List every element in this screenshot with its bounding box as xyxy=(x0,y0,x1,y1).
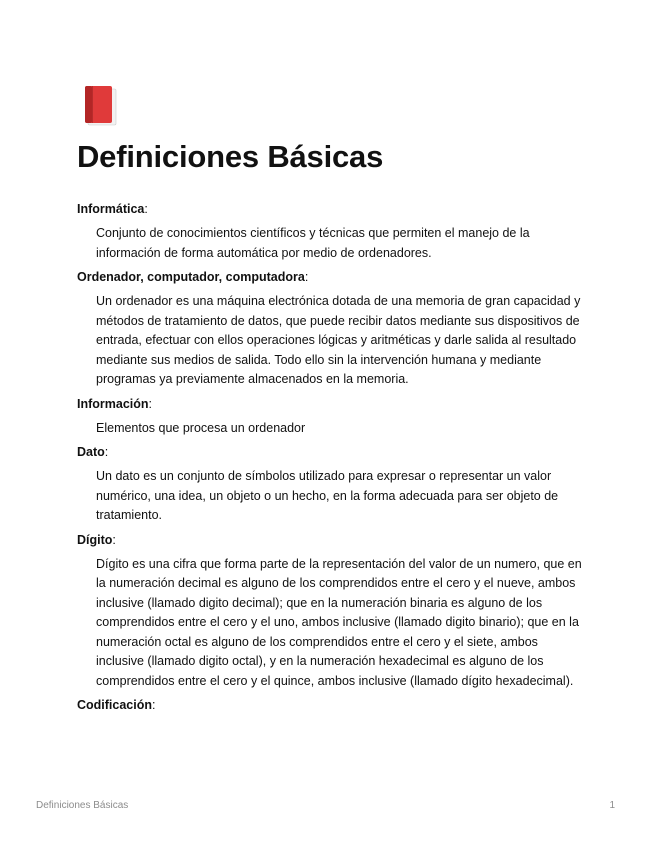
term-separator: : xyxy=(112,532,116,547)
book-icon xyxy=(84,86,118,126)
term-label: Dígito xyxy=(77,532,113,547)
term-separator: : xyxy=(144,202,148,216)
definition-term xyxy=(77,443,587,462)
definition-term xyxy=(77,696,587,715)
definition-text: Un dato es un conjunto de símbolos utilizado para expresar o representar un valor numérico, una idea, un objeto o un hecho, en la forma adecuada para ser objeto de tratamiento. xyxy=(96,469,559,522)
page-title: Definiciones Básicas xyxy=(77,139,384,174)
term-label: Información xyxy=(77,396,149,411)
definition-text: Un ordenador es una máquina electrónica dotada de una memoria de gran capacidad y métodos de tratamiento de datos, que puede recibir datos mediante sus dispositivos de entrada, efectuar con ellos operaciones lógicas y aritméticas y darle salida al resultado mediante sus medios de salida. Todo ello sin la intervención humana y mediante programas ya previamente almacenados en la memoria. xyxy=(96,294,581,386)
footer-page-number: 1 xyxy=(609,800,615,811)
definition-term xyxy=(77,200,587,219)
term-separator: : xyxy=(148,396,153,411)
definition-term xyxy=(77,268,587,287)
definition-text: Conjunto de conocimientos científicos y técnicas que permiten el manejo de la información de forma automática por medio de ordenadores. xyxy=(96,226,530,260)
definition-text: Dígito es una cifra que forma parte de la representación del valor de un numero, que en la numeración decimal es alguno de los comprendidos entre el cero y el nueve, ambos inclusive (llamado digito decimal); que en la numeración binaria es alguno de los comprendidos entre el cero y el uno, ambos inclusive (llamado digito binario); que en la numeración octal es alguno de los comprendidos entre el cero y el siete, ambos inclusive (llamado digito octal), y en la numeración hexadecimal es alguno de los comprendidos entre el cero y el quince, ambos inclusive (llamado dígito hexadecimal). xyxy=(96,556,582,688)
footer-document-title: Definiciones Básicas xyxy=(36,800,129,811)
term-label: Dato xyxy=(77,445,105,459)
definition-term xyxy=(77,395,587,414)
definition-list xyxy=(77,200,587,720)
term-separator: : xyxy=(104,445,109,459)
term-separator: : xyxy=(152,698,156,712)
term-label: Informática xyxy=(77,202,145,216)
definition-term xyxy=(77,531,587,550)
term-label: Codificación xyxy=(77,698,153,712)
term-label: Ordenador, computador, computadora xyxy=(77,270,305,284)
term-separator: : xyxy=(304,270,309,284)
definition-text: Elementos que procesa un ordenador xyxy=(96,420,306,435)
